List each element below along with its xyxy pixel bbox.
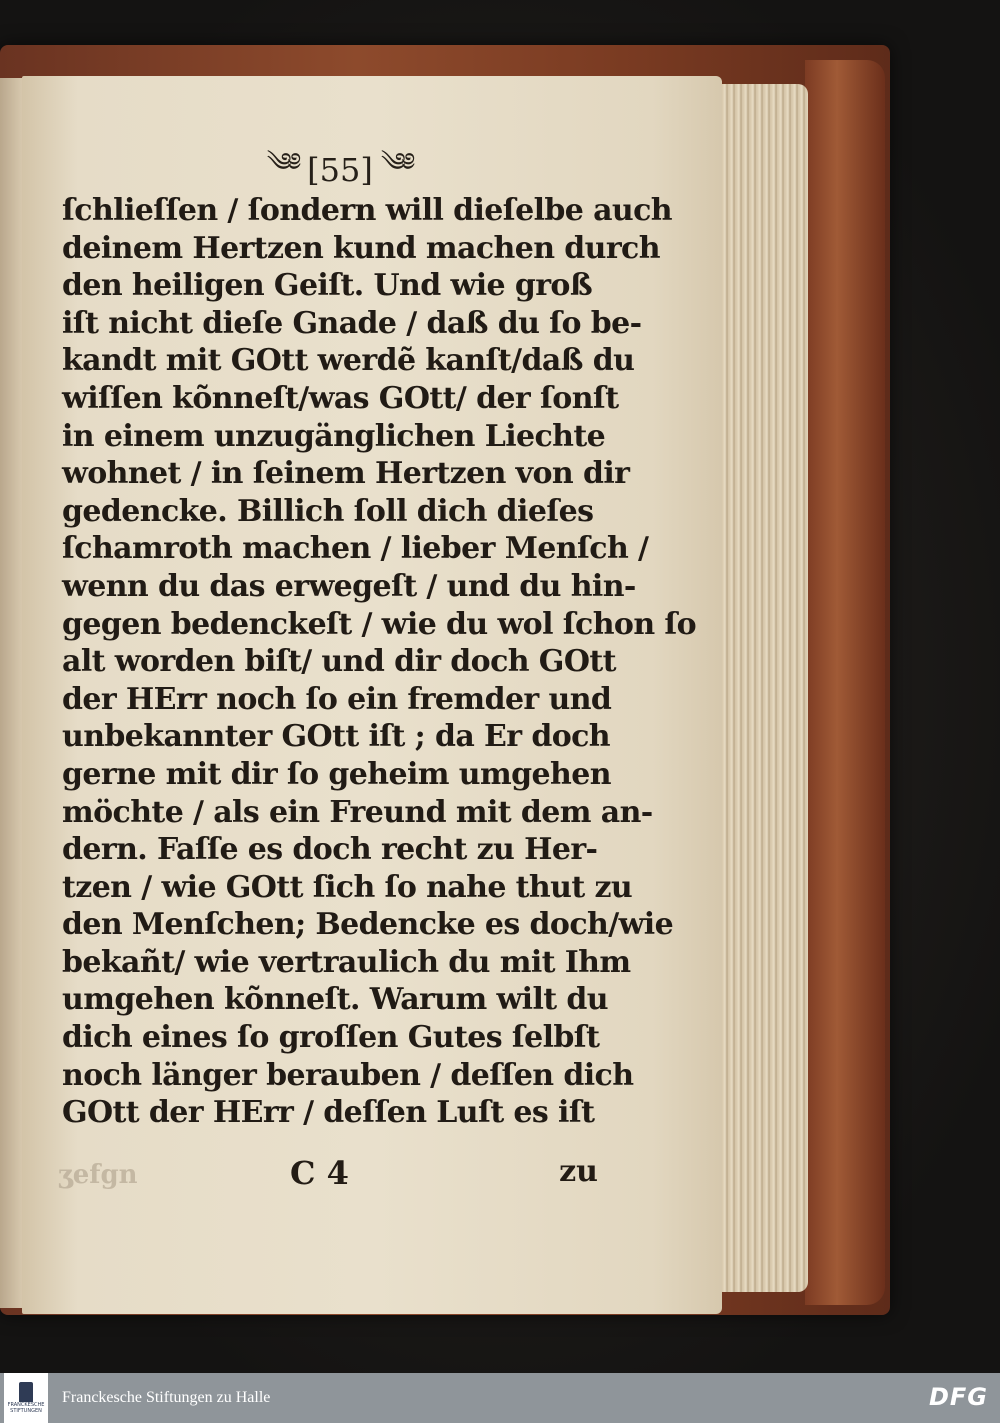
header-ornament-right: ༄༅: [380, 147, 414, 178]
page-stack-edges: [708, 84, 808, 1292]
catchword: zu: [559, 1154, 598, 1189]
text-line: umgehen kõnneſt. Warum wilt du: [62, 982, 608, 1018]
text-line: deinem Hertzen kund machen durch: [62, 230, 660, 266]
page-header: [240, 147, 440, 190]
page-body-text: [62, 192, 697, 1132]
text-line: in einem unzugänglichen Liechte: [62, 418, 606, 454]
text-line: tzen / wie GOtt ſich ſo nahe thut zu: [62, 869, 633, 905]
text-line: wiſſen kõnneſt/was GOtt/ der ſonſt: [62, 380, 619, 416]
text-line: ſchamroth machen / lieber Menſch /: [62, 531, 649, 567]
dfg-logo[interactable]: DFG: [928, 1383, 988, 1411]
text-line: bekañt/ wie vertraulich du mit Ihm: [62, 944, 631, 980]
text-line: gegen bedenckeſt / wie du wol ſchon ſo: [62, 606, 697, 642]
page-footer: [58, 1154, 598, 1194]
text-line: der HErr noch ſo ein fremder und: [62, 681, 612, 717]
building-icon: [19, 1382, 33, 1402]
footer-bar: [0, 1373, 1000, 1423]
text-line: möchte / als ein Freund mit dem an-: [62, 794, 653, 830]
text-line: noch länger berauben / deſſen dich: [62, 1057, 634, 1093]
signature-mark: C 4: [290, 1154, 349, 1192]
institution-logo-icon[interactable]: [4, 1373, 48, 1423]
text-line: gerne mit dir ſo geheim umgehen: [62, 756, 611, 792]
cover-edge: [805, 60, 885, 1305]
bleed-through-text: ʒefgn: [58, 1160, 138, 1190]
text-line: dich eines ſo groſſen Gutes ſelbſt: [62, 1020, 600, 1056]
text-line: GOtt der HErr / deſſen Luſt es iſt: [62, 1095, 595, 1131]
text-line: den Menſchen; Bedencke es doch/wie: [62, 907, 674, 943]
institution-name[interactable]: Franckesche Stiftungen zu Halle: [62, 1389, 271, 1406]
text-line: wenn du das erwegeſt / und du hin-: [62, 568, 636, 604]
text-line: ſchlieſſen / ſondern will dieſelbe auch: [62, 193, 673, 228]
text-line: alt worden biſt/ und dir doch GOtt: [62, 644, 616, 680]
text-line: dern. Faſſe es doch recht zu Her-: [62, 832, 598, 868]
text-line: gedencke. Billich ſoll dich dieſes: [62, 493, 594, 529]
text-line: wohnet / in ſeinem Hertzen von dir: [62, 456, 630, 492]
logo-text: FRANCKESCHE STIFTUNGEN: [7, 1402, 45, 1414]
text-line: kandt mit GOtt werdẽ kanſt/daß du: [62, 343, 635, 379]
text-line: iſt nicht dieſe Gnade / daß du ſo be-: [62, 305, 642, 341]
header-ornament-left: ༄༅: [266, 147, 300, 178]
text-line: den heiligen Geiſt. Und wie groß: [62, 268, 593, 304]
page-number: [55]: [307, 151, 373, 189]
text-line: unbekannter GOtt iſt ; da Er doch: [62, 719, 611, 755]
